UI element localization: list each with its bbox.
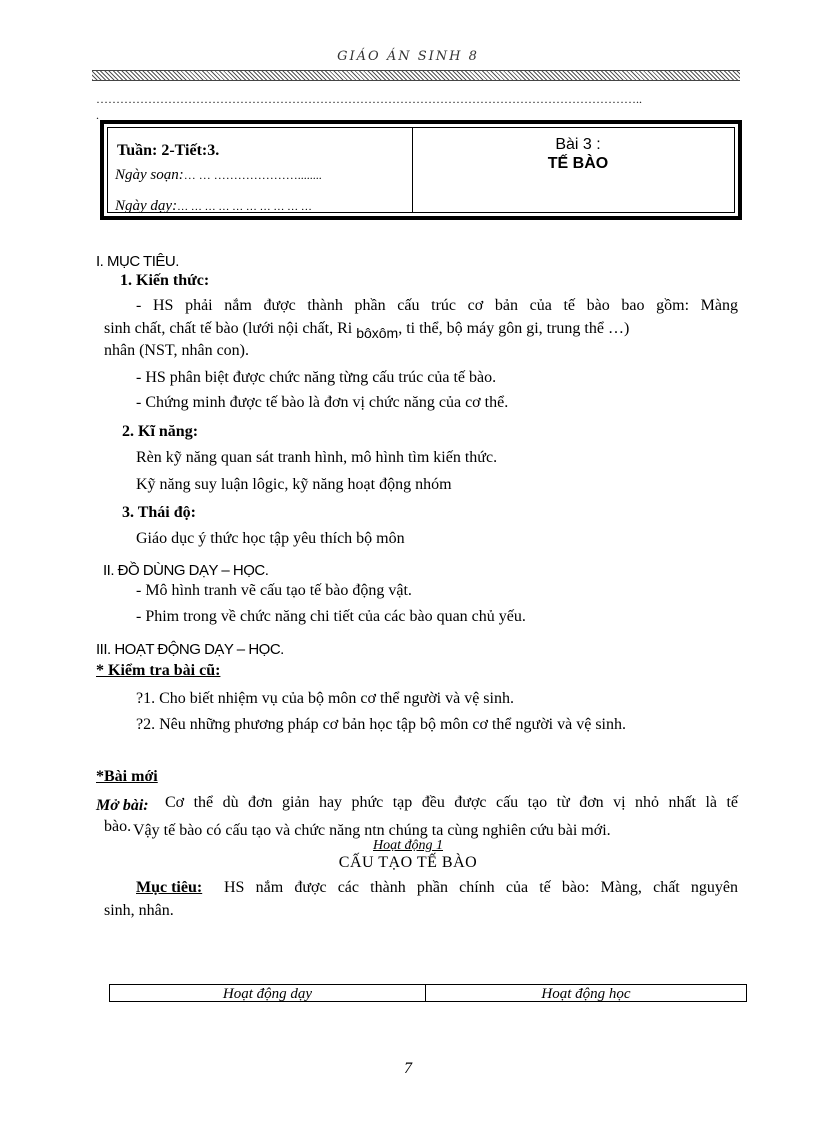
page-header-title: GIÁO ÁN SINH 8 [337, 49, 479, 64]
subsection-skills: 2. Kĩ năng: [122, 423, 199, 440]
question-2: ?2. Nêu những phương pháp cơ bản học tập bộ môn cơ thể người và vệ sinh. [136, 716, 626, 733]
goal-line-1: HS nắm được các thành phần chính của tế bào: Màng, chất nguyên [224, 879, 738, 896]
prep-date-label: Ngày soạn: [115, 167, 184, 183]
subsection-attitude: 3. Thái độ: [122, 504, 196, 521]
goal-line-2: sinh, nhân. [104, 902, 174, 919]
knowledge-line-1: - HS phải nắm được thành phần cấu trúc cơ bản của tế bào bao gồm: Màng [136, 297, 738, 314]
skills-line-1: Rèn kỹ năng quan sát tranh hình, mô hình tìm kiến thức. [136, 449, 498, 466]
knowledge-line-5: - Chứng minh được tế bào là đơn vị chức năng của cơ thể. [136, 394, 509, 411]
header-hatched-rule [92, 70, 740, 81]
dotted-line: ……………………………………………………………………………………………………………………….. [96, 92, 642, 106]
teach-date [115, 198, 312, 215]
new-lesson-heading: *Bài mới [96, 768, 158, 785]
dotted-line-short: . [96, 108, 99, 122]
lesson-info-box [100, 120, 742, 220]
knowledge-line-2 [104, 320, 738, 341]
question-1: ?1. Cho biết nhiệm vụ của bộ môn cơ thể người và vệ sinh. [136, 690, 514, 707]
lesson-title: TẾ BÀO [547, 155, 609, 172]
section-activities: III. HOẠT ĐỘNG DẠY – HỌC. [96, 641, 284, 658]
knowledge-line-3: nhân (NST, nhân con). [104, 342, 249, 359]
teach-date-value: … … … … … … … … … … [177, 201, 312, 213]
knowledge-line-2-sub: bôxôm [356, 325, 399, 341]
teach-date-label: Ngày dạy: [115, 198, 178, 214]
prep-date-value: … … …………………........ [183, 168, 322, 182]
attitude-line-1: Giáo dục ý thức học tập yêu thích bộ môn [136, 530, 405, 547]
lesson-number: Bài 3 : [555, 136, 601, 153]
goal-label: Mục tiêu: [136, 879, 203, 896]
intro-line-2a: bào. [104, 818, 132, 835]
knowledge-line-2-pre: sinh chất, chất tế bào (lưới nội chất, Ri [104, 320, 353, 337]
skills-line-2: Kỹ năng suy luận lôgic, kỹ năng hoạt động nhóm [136, 476, 452, 493]
page-number: 7 [404, 1060, 412, 1077]
activity-label: Hoạt động 1 [373, 838, 443, 853]
section-objectives: I. MỤC TIÊU. [96, 253, 179, 270]
prep-date [115, 167, 322, 184]
knowledge-line-4: - HS phân biệt được chức năng từng cấu trúc của tế bào. [136, 369, 497, 386]
activity-title: CẤU TẠO TẾ BÀO [338, 854, 478, 871]
section-materials: II. ĐỒ DÙNG DẠY – HỌC. [103, 562, 269, 579]
knowledge-line-2-post: , ti thể, bộ máy gôn gi, trung thể …) [398, 320, 630, 337]
intro-line-1: Cơ thể dù đơn giản hay phức tạp đều được cấu tạo từ đơn vị nhỏ nhất là tế [165, 794, 738, 811]
intro-line-2b: Vậy tế bào có cấu tạo và chức năng ntn chúng ta cùng nghiên cứu bài mới. [133, 822, 611, 839]
column-teaching: Hoạt động dạy [222, 986, 313, 1002]
intro-label: Mở bài: [96, 797, 149, 814]
column-learning: Hoạt động học [541, 986, 631, 1002]
week-period: Tuần: 2-Tiết:3. [117, 142, 220, 159]
materials-line-1: - Mô hình tranh vẽ cấu tạo tế bào động vật. [136, 582, 412, 599]
activity-table-header [109, 984, 747, 1002]
subsection-knowledge: 1. Kiến thức: [120, 272, 210, 289]
materials-line-2: - Phim trong về chức năng chi tiết của các bào quan chủ yếu. [136, 608, 526, 625]
old-lesson-check: * Kiểm tra bài cũ: [96, 662, 221, 679]
